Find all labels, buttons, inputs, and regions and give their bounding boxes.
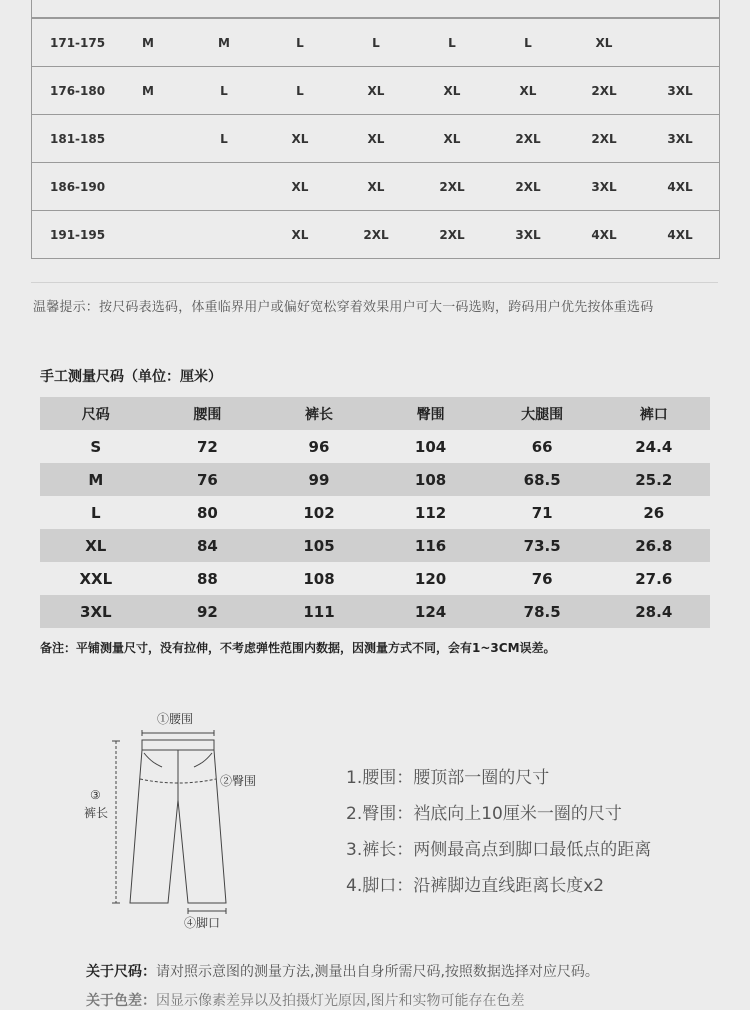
measure-cell: 99	[308, 470, 330, 489]
size-cell: XL	[519, 83, 537, 98]
measure-header-cell: 尺码	[81, 406, 110, 423]
measure-cell: 25.2	[635, 470, 673, 489]
size-grid-row	[32, 211, 719, 259]
size-cell: 3XL	[667, 131, 693, 146]
measure-cell: 102	[303, 503, 335, 522]
measure-header-cell: 裤长	[304, 406, 333, 423]
instruction-waist: 1.腰围：腰顶部一圈的尺寸	[346, 768, 550, 788]
about-size-label: 关于尺码：	[86, 964, 156, 980]
measure-cell: 84	[196, 536, 218, 555]
measure-table-header	[40, 397, 710, 430]
length-label: 裤长	[84, 806, 109, 820]
measure-cell: 88	[196, 569, 218, 588]
waistband-shape	[142, 740, 214, 750]
measure-cell: 72	[196, 437, 218, 456]
height-range: 176-180	[50, 83, 106, 98]
measure-cell: 26.8	[635, 536, 673, 555]
size-cell: XL	[367, 131, 385, 146]
size-cell	[199, 211, 249, 258]
measure-table-row	[40, 562, 710, 595]
size-grid-row	[32, 115, 719, 163]
size-cell: XL	[443, 83, 461, 98]
size-grid-row	[32, 19, 719, 67]
size-cell: 2XL	[515, 131, 541, 146]
size-cell: L	[296, 83, 304, 98]
about-color-label: 关于色差：	[86, 993, 156, 1009]
size-cell: 4XL	[667, 227, 693, 242]
size-cell	[351, 0, 401, 17]
height-range: 181-185	[50, 131, 106, 146]
size-cell: XL	[443, 131, 461, 146]
size-cell	[199, 0, 249, 17]
measure-cell: M	[88, 470, 104, 489]
size-cell: XL	[367, 83, 385, 98]
length-num: ③	[90, 788, 101, 802]
measure-cell: 92	[196, 602, 218, 621]
size-cell: L	[372, 35, 380, 50]
instruction-length: 3.裤长：两侧最高点到脚口最低点的距离	[346, 840, 652, 860]
measure-cell: 120	[414, 569, 447, 588]
size-grid-row	[32, 67, 719, 115]
size-cell: M	[218, 35, 230, 50]
height-range: 171-175	[50, 35, 106, 50]
size-cell	[275, 0, 325, 17]
measure-cell: XXL	[79, 569, 113, 588]
measure-cell: 80	[196, 503, 218, 522]
size-cell: M	[142, 35, 154, 50]
measure-cell: 27.6	[635, 569, 673, 588]
size-grid	[31, 0, 720, 259]
measure-header-cell: 腰围	[193, 406, 222, 423]
waist-label: ①腰围	[157, 712, 194, 726]
about-color-text: 因显示像素差异以及拍摄灯光原因,图片和实物可能存在色差	[156, 993, 525, 1009]
size-cell: L	[524, 35, 532, 50]
size-cell: 2XL	[363, 227, 389, 242]
size-cell: M	[142, 83, 154, 98]
instruction-hip: 2.臀围：裆底向上10厘米一圈的尺寸	[346, 804, 622, 824]
size-cell: 3XL	[591, 179, 617, 194]
size-cell: 2XL	[591, 131, 617, 146]
about-size-text: 请对照示意图的测量方法,测量出自身所需尺码,按照数据选择对应尺码。	[156, 964, 599, 980]
size-cell: XL	[367, 179, 385, 194]
size-tip: 温馨提示：按尺码表选码，体重临界用户或偏好宽松穿着效果用户可大一码选购，跨码用户优先按体重选码	[33, 300, 654, 315]
size-cell	[123, 163, 173, 210]
hem-label: ④脚口	[184, 916, 221, 930]
size-cell: XL	[291, 227, 309, 242]
instruction-hem: 4.脚口：沿裤脚边直线距离长度x2	[346, 876, 605, 896]
size-cell: 4XL	[667, 179, 693, 194]
size-cell: XL	[595, 35, 613, 50]
size-cell	[123, 211, 173, 258]
measure-note: 备注：平铺测量尺寸，没有拉伸，不考虑弹性范围内数据，因测量方式不同，会有1~3CM误差。	[40, 641, 556, 655]
height-range: 191-195	[50, 227, 106, 242]
measure-cell: 66	[531, 437, 553, 456]
measure-cell: 104	[414, 437, 447, 456]
measure-header-cell: 大腿围	[521, 406, 564, 423]
size-cell: XL	[291, 179, 309, 194]
size-cell	[123, 115, 173, 162]
measure-table-row	[40, 595, 710, 628]
measure-cell: 78.5	[523, 602, 561, 621]
size-cell: XL	[291, 131, 309, 146]
measure-table-row	[40, 463, 710, 496]
size-cell: 2XL	[439, 227, 465, 242]
measure-cell: 116	[414, 536, 447, 555]
measure-cell: 76	[196, 470, 218, 489]
measure-cell: L	[91, 503, 101, 522]
about-size	[86, 961, 599, 981]
size-cell: L	[448, 35, 456, 50]
measure-cell: 3XL	[80, 602, 112, 621]
measure-cell: 96	[308, 437, 330, 456]
size-cell	[503, 0, 553, 17]
instruction-list	[346, 766, 651, 910]
divider	[31, 282, 718, 283]
size-grid-row	[32, 163, 719, 211]
size-cell	[655, 0, 705, 17]
size-cell: L	[220, 83, 228, 98]
size-cell	[579, 0, 629, 17]
measure-header-cell: 臀围	[416, 406, 445, 423]
pants-diagram	[80, 705, 280, 935]
measure-table-row	[40, 496, 710, 529]
size-cell	[123, 0, 173, 17]
size-cell: 4XL	[591, 227, 617, 242]
measure-cell: 73.5	[523, 536, 561, 555]
measure-cell: S	[90, 437, 102, 456]
size-cell	[427, 0, 477, 17]
measure-table-title: 手工测量尺码（单位：厘米）	[40, 369, 222, 385]
measure-cell: 76	[531, 569, 553, 588]
measure-table-row	[40, 430, 710, 463]
measure-cell: XL	[85, 536, 107, 555]
measure-cell: 124	[414, 602, 447, 621]
size-cell: 3XL	[667, 83, 693, 98]
measure-table-row	[40, 529, 710, 562]
size-grid-row	[32, 0, 719, 19]
size-cell: L	[220, 131, 228, 146]
size-cell: 2XL	[591, 83, 617, 98]
measure-cell: 68.5	[523, 470, 561, 489]
size-cell: 2XL	[439, 179, 465, 194]
measure-table	[40, 397, 710, 628]
measure-header-cell: 裤口	[639, 406, 668, 423]
size-cell	[199, 163, 249, 210]
measure-cell: 108	[303, 569, 335, 588]
size-cell: L	[296, 35, 304, 50]
measure-cell: 24.4	[635, 437, 673, 456]
about-color	[86, 990, 524, 1010]
measure-cell: 112	[414, 503, 447, 522]
measure-cell: 105	[303, 536, 335, 555]
measure-cell: 108	[414, 470, 447, 489]
measure-cell: 26	[643, 503, 665, 522]
size-cell: 2XL	[515, 179, 541, 194]
hip-label: ②臀围	[220, 774, 257, 788]
height-range: 186-190	[50, 179, 106, 194]
size-cell: 3XL	[515, 227, 541, 242]
measure-cell: 71	[531, 503, 553, 522]
size-cell	[655, 19, 705, 66]
measure-cell: 111	[303, 602, 335, 621]
height-range	[50, 0, 105, 17]
measure-cell: 28.4	[635, 602, 673, 621]
